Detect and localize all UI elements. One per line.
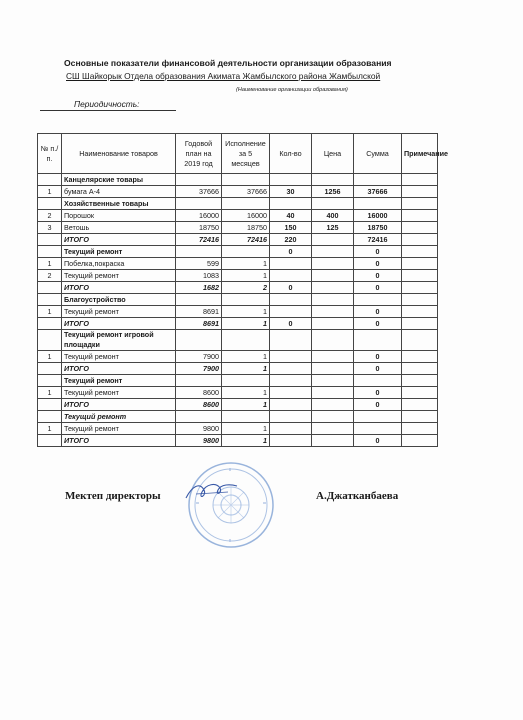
table-cell: 1 xyxy=(222,258,270,270)
table-cell: 1 xyxy=(222,351,270,363)
table-cell xyxy=(312,363,354,375)
table-cell xyxy=(402,270,438,282)
table-cell: 1 xyxy=(38,186,62,198)
table-cell xyxy=(270,330,312,351)
table-cell: 0 xyxy=(354,363,402,375)
periodicity-line xyxy=(40,110,176,111)
table-cell xyxy=(176,198,222,210)
table-cell xyxy=(402,234,438,246)
table-cell xyxy=(354,375,402,387)
table-cell: 1 xyxy=(222,363,270,375)
table-cell: Порошок xyxy=(62,210,176,222)
table-row xyxy=(38,411,438,423)
table-cell: 1 xyxy=(222,318,270,330)
header-cell: Примечание xyxy=(402,134,438,174)
table-cell xyxy=(270,258,312,270)
table-cell xyxy=(176,411,222,423)
director-name: А.Джатканбаева xyxy=(316,490,399,502)
table-cell: 1 xyxy=(38,306,62,318)
table-cell: Текущий ремонт xyxy=(62,411,176,423)
table-cell xyxy=(402,363,438,375)
table-cell xyxy=(176,174,222,186)
table-cell: 400 xyxy=(312,210,354,222)
table-cell: Текущий ремонт xyxy=(62,351,176,363)
table-cell: Ветошь xyxy=(62,222,176,234)
table-cell: 30 xyxy=(270,186,312,198)
table-cell xyxy=(270,306,312,318)
table-cell: 37666 xyxy=(176,186,222,198)
table-cell: Текущий ремонт игровой площадки xyxy=(62,330,176,351)
table-cell xyxy=(312,351,354,363)
table-cell xyxy=(270,399,312,411)
table-cell: 0 xyxy=(270,282,312,294)
table-cell: 0 xyxy=(354,282,402,294)
table-cell: 1 xyxy=(222,435,270,447)
table-cell: 220 xyxy=(270,234,312,246)
table-cell: Текущий ремонт xyxy=(62,306,176,318)
table-cell xyxy=(38,435,62,447)
table-cell xyxy=(354,423,402,435)
table-cell: Текущий ремонт xyxy=(62,375,176,387)
table-cell xyxy=(270,174,312,186)
table-row xyxy=(38,234,438,246)
table-cell: Текущий ремонт xyxy=(62,423,176,435)
table-cell: ИТОГО xyxy=(62,234,176,246)
table-cell: 1 xyxy=(222,399,270,411)
table-cell xyxy=(402,423,438,435)
table-cell: 1 xyxy=(38,387,62,399)
table-cell: 1 xyxy=(222,270,270,282)
table-row xyxy=(38,423,438,435)
table-cell xyxy=(312,294,354,306)
table-row xyxy=(38,282,438,294)
table-cell xyxy=(402,306,438,318)
table-cell: 0 xyxy=(354,318,402,330)
table-cell xyxy=(312,375,354,387)
table-cell: 8600 xyxy=(176,399,222,411)
table-cell xyxy=(402,351,438,363)
table-cell: 1 xyxy=(38,258,62,270)
table-row xyxy=(38,351,438,363)
table-cell: 150 xyxy=(270,222,312,234)
table-cell: 7900 xyxy=(176,363,222,375)
table-cell: 1 xyxy=(222,387,270,399)
table-cell xyxy=(312,198,354,210)
header-cell: Годовой план на 2019 год xyxy=(176,134,222,174)
document-title: Основные показатели финансовой деятельности организации образования xyxy=(64,58,392,68)
table-cell xyxy=(38,330,62,351)
table-cell xyxy=(270,411,312,423)
table-cell: 0 xyxy=(354,435,402,447)
table-cell: 2 xyxy=(38,270,62,282)
table-cell: ИТОГО xyxy=(62,282,176,294)
table-cell xyxy=(402,411,438,423)
table-cell: ИТОГО xyxy=(62,399,176,411)
table-cell: 18750 xyxy=(176,222,222,234)
table-cell xyxy=(402,174,438,186)
table-cell xyxy=(38,246,62,258)
table-cell xyxy=(312,174,354,186)
table-cell xyxy=(222,246,270,258)
table-cell xyxy=(402,282,438,294)
table-cell: 125 xyxy=(312,222,354,234)
table-cell: Побелка,покраска xyxy=(62,258,176,270)
table-cell: Хозяйственные товары xyxy=(62,198,176,210)
table-cell xyxy=(270,423,312,435)
table-cell: 0 xyxy=(270,246,312,258)
table-cell: 0 xyxy=(354,246,402,258)
table-cell xyxy=(402,294,438,306)
table-cell xyxy=(270,198,312,210)
table-cell: 1682 xyxy=(176,282,222,294)
header-cell: Цена xyxy=(312,134,354,174)
table-cell: 2 xyxy=(222,282,270,294)
table-cell: 16000 xyxy=(354,210,402,222)
table-cell xyxy=(354,294,402,306)
table-cell: Текущий ремонт xyxy=(62,246,176,258)
table-cell xyxy=(402,246,438,258)
table-cell: Текущий ремонт xyxy=(62,387,176,399)
table-cell: 72416 xyxy=(222,234,270,246)
table-cell xyxy=(354,330,402,351)
table-cell xyxy=(354,411,402,423)
table-cell: 0 xyxy=(354,387,402,399)
table-cell: 8691 xyxy=(176,318,222,330)
director-label: Мектеп директоры xyxy=(65,490,161,502)
table-cell: 0 xyxy=(354,306,402,318)
organization-name: СШ Шайкорык Отдела образования Акимата Жамбылского района Жамбылской xyxy=(66,71,381,81)
table-row xyxy=(38,258,438,270)
table-cell xyxy=(312,399,354,411)
table-cell: 9800 xyxy=(176,423,222,435)
organization-hint: (Наименование организации образования) xyxy=(236,87,348,93)
table-cell: 16000 xyxy=(176,210,222,222)
table-cell xyxy=(270,363,312,375)
table-cell xyxy=(176,246,222,258)
table-cell xyxy=(38,363,62,375)
table-cell xyxy=(312,423,354,435)
table-cell xyxy=(402,198,438,210)
table-cell: ИТОГО xyxy=(62,435,176,447)
table-cell: 1 xyxy=(38,423,62,435)
table-cell: Текущий ремонт xyxy=(62,270,176,282)
table-cell: 0 xyxy=(354,351,402,363)
table-cell: 18750 xyxy=(354,222,402,234)
table-cell: бумага А-4 xyxy=(62,186,176,198)
table-cell xyxy=(38,198,62,210)
table-row xyxy=(38,246,438,258)
table-cell xyxy=(38,294,62,306)
table-cell xyxy=(38,399,62,411)
table-cell: 8600 xyxy=(176,387,222,399)
table-cell: 40 xyxy=(270,210,312,222)
table-cell xyxy=(270,375,312,387)
table-cell xyxy=(222,330,270,351)
table-cell: ИТОГО xyxy=(62,363,176,375)
table-row xyxy=(38,270,438,282)
table-row xyxy=(38,435,438,447)
table-cell xyxy=(176,294,222,306)
table-cell xyxy=(312,330,354,351)
table-cell xyxy=(312,282,354,294)
table-row xyxy=(38,363,438,375)
table-cell xyxy=(222,294,270,306)
header-cell: Исполнение за 5 месяцев xyxy=(222,134,270,174)
header-cell: Кол-во xyxy=(270,134,312,174)
table-body xyxy=(38,174,438,447)
table-cell xyxy=(402,210,438,222)
table-cell xyxy=(38,375,62,387)
table-cell: 37666 xyxy=(354,186,402,198)
table-cell xyxy=(38,318,62,330)
table-cell: 0 xyxy=(354,258,402,270)
table-cell: 3 xyxy=(38,222,62,234)
table-cell xyxy=(312,270,354,282)
table-cell xyxy=(222,411,270,423)
table-cell xyxy=(270,435,312,447)
table-cell: 0 xyxy=(354,270,402,282)
table-cell xyxy=(312,246,354,258)
table-cell: 72416 xyxy=(176,234,222,246)
periodicity-label: Периодичность: xyxy=(74,99,140,109)
table-cell xyxy=(402,318,438,330)
table-row xyxy=(38,399,438,411)
table-cell xyxy=(312,234,354,246)
table-cell xyxy=(38,411,62,423)
table-cell xyxy=(354,198,402,210)
table-row xyxy=(38,318,438,330)
table-cell: 1 xyxy=(222,306,270,318)
table-cell xyxy=(312,258,354,270)
table-row xyxy=(38,387,438,399)
table-cell xyxy=(38,234,62,246)
table-cell: 37666 xyxy=(222,186,270,198)
table-cell: 1256 xyxy=(312,186,354,198)
table-row xyxy=(38,210,438,222)
table-row xyxy=(38,198,438,210)
table-cell xyxy=(38,174,62,186)
table-cell xyxy=(270,270,312,282)
table-cell xyxy=(402,222,438,234)
table-cell xyxy=(402,399,438,411)
table-cell xyxy=(270,387,312,399)
table-cell xyxy=(402,330,438,351)
table-row xyxy=(38,186,438,198)
table-cell: 0 xyxy=(270,318,312,330)
table-cell: 7900 xyxy=(176,351,222,363)
table-cell: 1 xyxy=(38,351,62,363)
table-cell xyxy=(222,198,270,210)
table-cell xyxy=(312,306,354,318)
table-cell xyxy=(222,174,270,186)
table-cell: 8691 xyxy=(176,306,222,318)
table-cell xyxy=(222,375,270,387)
table-cell xyxy=(402,258,438,270)
financial-table xyxy=(37,133,449,447)
table-cell xyxy=(312,387,354,399)
table-cell xyxy=(270,294,312,306)
table-cell xyxy=(270,351,312,363)
table-cell xyxy=(402,375,438,387)
header-cell: Наименование товаров xyxy=(62,134,176,174)
table-cell xyxy=(176,330,222,351)
table-cell: 0 xyxy=(354,399,402,411)
table-cell xyxy=(312,318,354,330)
table-cell: 2 xyxy=(38,210,62,222)
table-cell xyxy=(312,435,354,447)
table-cell: 16000 xyxy=(222,210,270,222)
table-cell xyxy=(402,186,438,198)
table-cell: Благоустройство xyxy=(62,294,176,306)
table-cell: ИТОГО xyxy=(62,318,176,330)
table-cell: 1 xyxy=(222,423,270,435)
table-header-row xyxy=(38,134,438,174)
table-row xyxy=(38,306,438,318)
table-cell xyxy=(312,411,354,423)
table-row xyxy=(38,174,438,186)
table-cell xyxy=(38,282,62,294)
table-row xyxy=(38,222,438,234)
table-cell: 599 xyxy=(176,258,222,270)
table-cell xyxy=(354,174,402,186)
table-row xyxy=(38,294,438,306)
handwritten-signature-icon xyxy=(182,476,242,506)
table-row xyxy=(38,330,438,351)
table-cell: 1083 xyxy=(176,270,222,282)
table-row xyxy=(38,375,438,387)
table-cell xyxy=(176,375,222,387)
table-cell: Канцелярские товары xyxy=(62,174,176,186)
table-cell: 72416 xyxy=(354,234,402,246)
header-cell: № п./п. xyxy=(38,134,62,174)
table-cell: 9800 xyxy=(176,435,222,447)
table-cell: 18750 xyxy=(222,222,270,234)
table-cell xyxy=(402,387,438,399)
header-cell: Сумма xyxy=(354,134,402,174)
table-cell xyxy=(402,435,438,447)
